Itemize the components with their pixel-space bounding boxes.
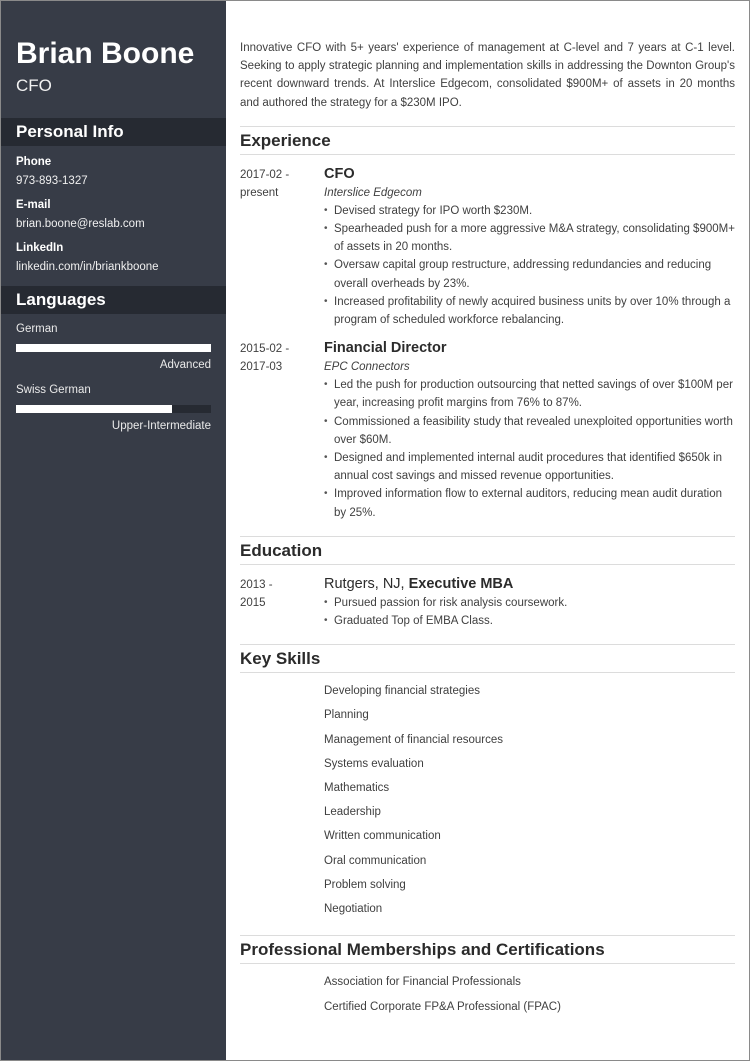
date-start: 2015-02 - [240, 343, 290, 356]
skill-item: Management of financial resources [324, 733, 503, 746]
main-content [226, 1, 749, 1060]
linkedin-value[interactable]: linkedin.com/in/briankboone [16, 261, 159, 273]
achievement-item: • Led the push for production outsourcing that netted savings of over $100M per year, increasing profit margins from 76% to 87%. [324, 376, 735, 412]
skills-heading: Key Skills [240, 644, 735, 673]
skill-item: Leadership [324, 806, 381, 819]
achievement-list [324, 202, 735, 329]
language-item [16, 322, 211, 372]
education-item: • Pursued passion for risk analysis coursework. [324, 594, 735, 612]
language-level-bar [16, 405, 211, 413]
achievement-item: • Designed and implemented internal audit procedures that identified $650k in annual cost savings and missed revenue opportunities. [324, 449, 735, 485]
job-title: Financial Director [324, 340, 447, 357]
education-section [240, 536, 735, 630]
entry-body [324, 164, 735, 329]
languages-heading: Languages [1, 286, 226, 314]
summary: Innovative CFO with 5+ years' experience of management at C-level and 7 years at C-1 level. Seeking to apply strategic planning and implementation skills in addressing the Downton Group's recent downward trends. At Interslice Edgecom, consolidated $900M+ of assets in 20 months and authored the strategy for a $230M IPO. [240, 42, 735, 109]
experience-entry [240, 338, 735, 522]
school-name: Rutgers, NJ, [324, 575, 409, 592]
achievement-item: • Improved information flow to external auditors, reducing mean audit duration by 25%. [324, 485, 735, 521]
achievement-item: • Commissioned a feasibility study that revealed unexploited opportunities worth over $60M. [324, 413, 735, 449]
education-item: • Graduated Top of EMBA Class. [324, 612, 735, 630]
job-title: CFO [324, 165, 355, 182]
company-name: EPC Connectors [324, 361, 410, 374]
date-end: 2017-03 [240, 361, 283, 374]
skills-section [240, 644, 735, 921]
personal-info-heading: Personal Info [1, 118, 226, 146]
email-label: E-mail [16, 199, 51, 211]
linkedin-label: LinkedIn [16, 242, 64, 254]
education-list [324, 594, 735, 630]
achievement-list [324, 376, 735, 522]
degree-line [324, 574, 735, 594]
entry-date [240, 338, 324, 522]
memberships-section [240, 935, 735, 1018]
phone-value: 973-893-1327 [16, 175, 88, 187]
experience-heading: Experience [240, 126, 735, 155]
education-heading: Education [240, 536, 735, 565]
memberships-list [240, 964, 735, 1018]
date-start: 2013 - [240, 578, 273, 591]
language-level-fill [16, 405, 172, 413]
info-email [16, 198, 211, 231]
skill-item: Negotiation [324, 903, 383, 916]
entry-date [240, 574, 324, 630]
languages-list [1, 314, 226, 433]
date-start: 2017-02 - [240, 168, 290, 181]
phone-label: Phone [16, 156, 52, 168]
language-level: Advanced [159, 359, 211, 371]
info-phone [16, 155, 211, 188]
education-entry [240, 574, 735, 630]
company-name: Interslice Edgecom [324, 186, 422, 199]
skill-item: Mathematics [324, 782, 390, 795]
entry-body [324, 574, 735, 630]
language-item [16, 383, 211, 433]
experience-entry [240, 164, 735, 329]
entry-date [240, 164, 324, 329]
skill-item: Problem solving [324, 878, 406, 891]
language-name: Swiss German [16, 384, 91, 396]
achievement-item: • Spearheaded push for a more aggressive M&A strategy, consolidating $900M+ of assets in 20 months. [324, 220, 735, 256]
experience-section [240, 126, 735, 522]
language-level-fill [16, 344, 211, 352]
email-value[interactable]: brian.boone@reslab.com [16, 218, 145, 230]
date-end: present [240, 186, 279, 199]
achievement-item: • Increased profitability of newly acquired business units by over 10% through a program of scheduled workforce rebalancing. [324, 293, 735, 329]
skill-item: Planning [324, 709, 369, 722]
membership-item: Certified Corporate FP&A Professional (FPAC) [324, 1000, 561, 1013]
entry-body [324, 338, 735, 522]
personal-info [1, 146, 226, 274]
sidebar [1, 1, 226, 1060]
language-level: Upper-Intermediate [111, 420, 211, 432]
memberships-heading: Professional Memberships and Certifications [240, 935, 735, 964]
membership-item: Association for Financial Professionals [324, 976, 521, 989]
language-level-bar [16, 344, 211, 352]
skill-item: Systems evaluation [324, 757, 424, 770]
achievement-item: • Devised strategy for IPO worth $230M. [324, 202, 735, 220]
skills-list [240, 673, 735, 921]
skill-item: Oral communication [324, 854, 427, 867]
date-end: 2015 [240, 596, 266, 609]
info-linkedin [16, 241, 211, 274]
candidate-role: CFO [16, 76, 52, 95]
achievement-item: • Oversaw capital group restructure, addressing redundancies and reducing overall overheads by 23%. [324, 256, 735, 292]
degree-name: Executive MBA [408, 575, 514, 592]
language-name: German [16, 323, 58, 335]
skill-item: Written communication [324, 830, 441, 843]
candidate-name: Brian Boone [16, 37, 195, 70]
skill-item: Developing financial strategies [324, 685, 480, 698]
